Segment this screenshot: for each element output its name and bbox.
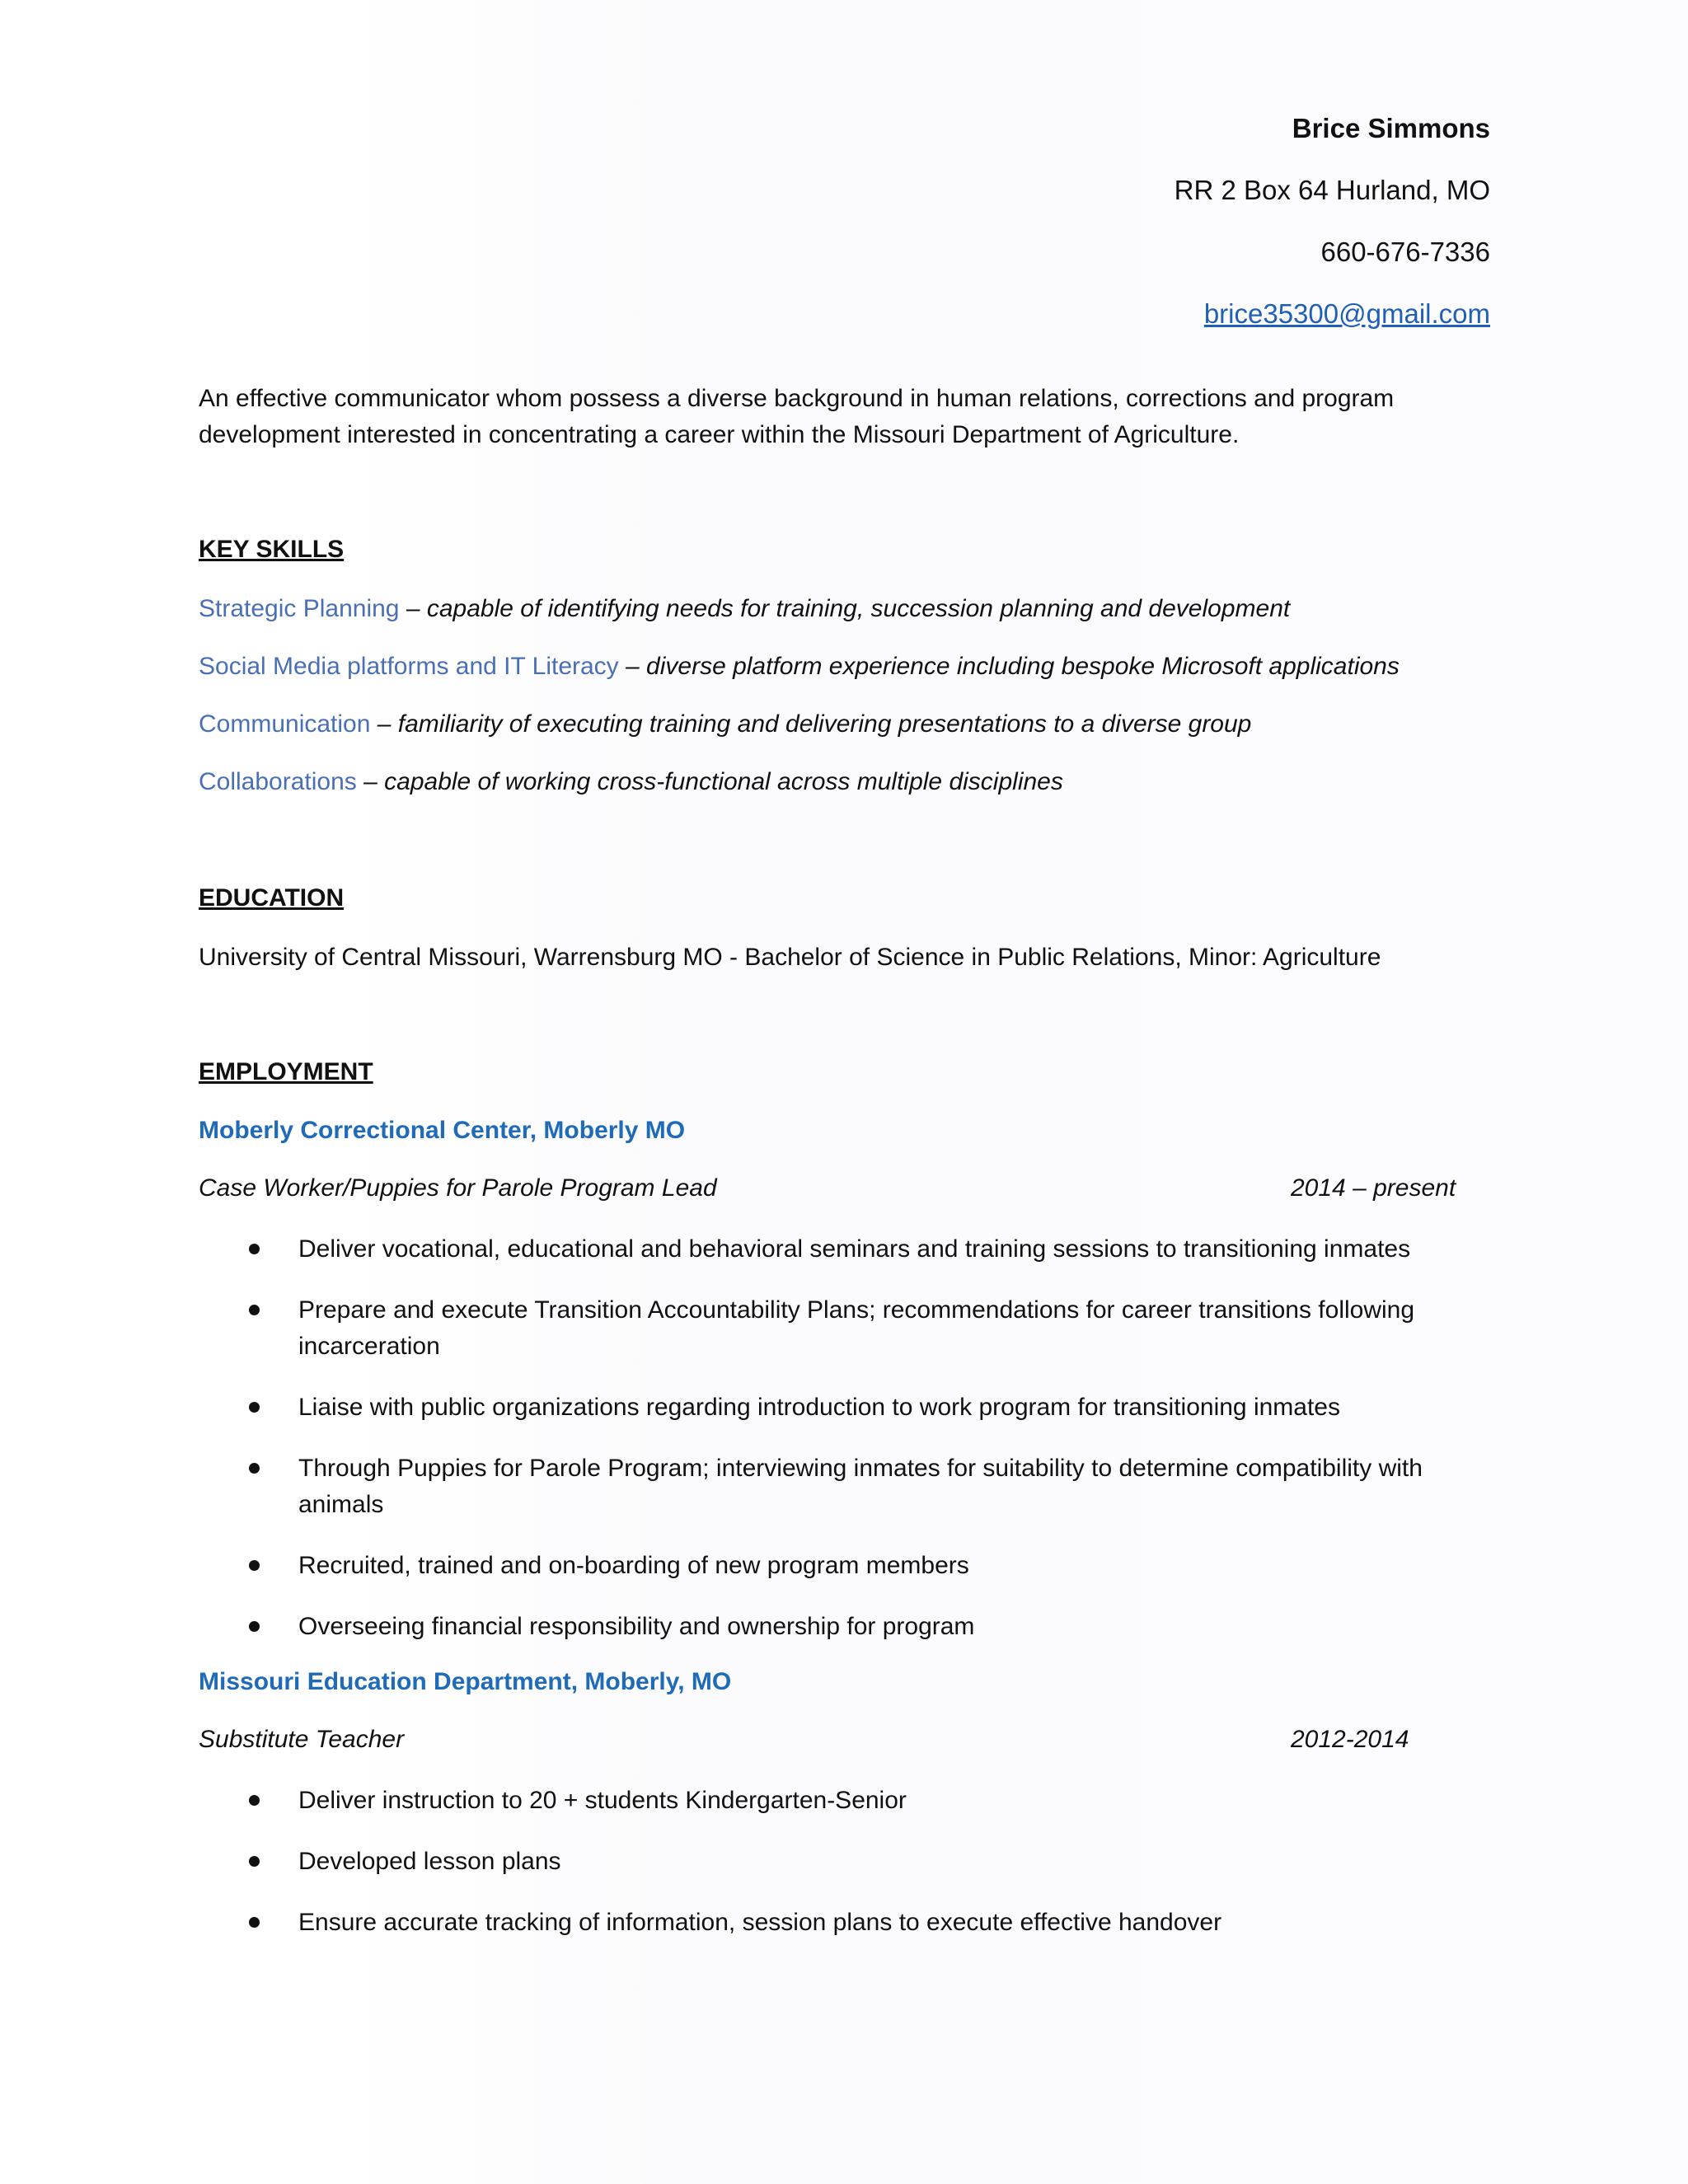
bullet-icon — [249, 1402, 260, 1413]
summary-paragraph: An effective communicator whom possess a diverse background in human relations, corrections and program development interested in concentrating a career within the Missouri Department of Agriculture. — [199, 385, 1395, 448]
skill-row — [199, 653, 1400, 681]
list-item — [247, 1609, 1492, 1645]
bullet-icon — [249, 1621, 260, 1632]
job-title: Substitute Teacher — [199, 1726, 405, 1753]
employer-name: Moberly Correctional Center, Moberly MO — [199, 1117, 686, 1144]
bullet-text: Deliver instruction to 20 + students Kindergarten-Senior — [298, 1787, 907, 1814]
job-role-line — [199, 1174, 1460, 1202]
bullet-text: Through Puppies for Parole Program; interviewing inmates for suitability to determine compatibility with animals — [298, 1455, 1423, 1518]
bullet-text: Deliver vocational, educational and behavioral seminars and training sessions to transitioning inmates — [298, 1235, 1411, 1263]
job-role-line — [199, 1726, 1460, 1754]
skill-description: – capable of working cross-functional across multiple disciplines — [356, 768, 1063, 795]
skill-row — [199, 768, 1063, 796]
skill-description: – capable of identifying needs for training, succession planning and development — [399, 595, 1291, 622]
skill-description: – diverse platform experience including bespoke Microsoft applications — [618, 653, 1400, 680]
bullet-icon — [249, 1795, 260, 1806]
bullet-icon — [249, 1856, 260, 1867]
list-item — [247, 1844, 1492, 1880]
section-title-employment: EMPLOYMENT — [199, 1058, 373, 1085]
skill-description: – familiarity of executing training and delivering presentations to a diverse group — [370, 710, 1252, 738]
phone: 660-676-7336 — [1320, 237, 1490, 267]
skill-name: Communication — [199, 710, 371, 738]
bullet-icon — [249, 1244, 260, 1254]
bullet-icon — [249, 1560, 260, 1571]
bullet-text: Overseeing financial responsibility and ownership for program — [298, 1613, 975, 1640]
bullet-text: Developed lesson plans — [298, 1848, 561, 1875]
bullet-text: Liaise with public organizations regarding introduction to work program for transitioning inmates — [298, 1394, 1340, 1421]
job-title: Case Worker/Puppies for Parole Program Lead — [199, 1174, 717, 1202]
education-entry: University of Central Missouri, Warrensburg MO - Bachelor of Science in Public Relations, Minor: Agriculture — [199, 944, 1381, 971]
contact-block — [1175, 97, 1490, 344]
list-item — [247, 1905, 1492, 1941]
bullet-icon — [249, 1917, 260, 1928]
bullet-text: Recruited, trained and on-boarding of new program members — [298, 1552, 969, 1579]
job-dates: 2012-2014 — [1291, 1726, 1409, 1753]
list-item — [247, 1783, 1492, 1819]
list-item — [247, 1548, 1492, 1584]
bullet-text: Ensure accurate tracking of information, session plans to execute effective handover — [298, 1909, 1222, 1936]
bullet-icon — [249, 1305, 260, 1315]
job-bullet-list — [247, 1231, 1492, 1645]
skill-name: Collaborations — [199, 768, 357, 795]
list-item — [247, 1451, 1492, 1523]
skill-name: Strategic Planning — [199, 595, 400, 622]
bullet-icon — [249, 1463, 260, 1474]
section-title-key-skills: KEY SKILLS — [199, 536, 345, 563]
employer-name: Missouri Education Department, Moberly, MO — [199, 1668, 732, 1695]
list-item — [247, 1231, 1492, 1268]
email-link[interactable]: brice35300@gmail.com — [1203, 298, 1490, 329]
job-dates: 2014 – present — [1291, 1174, 1456, 1202]
candidate-name: Brice Simmons — [1292, 113, 1490, 143]
skill-name: Social Media platforms and IT Literacy — [199, 653, 619, 680]
list-item — [247, 1390, 1492, 1426]
address: RR 2 Box 64 Hurland, MO — [1174, 175, 1490, 205]
job-bullet-list — [247, 1783, 1492, 1941]
bullet-text: Prepare and execute Transition Accountability Plans; recommendations for career transitions following incarceration — [298, 1296, 1415, 1360]
list-item — [247, 1292, 1492, 1365]
skill-row — [199, 595, 1290, 623]
skill-row — [199, 710, 1251, 738]
section-title-education: EDUCATION — [199, 884, 345, 912]
